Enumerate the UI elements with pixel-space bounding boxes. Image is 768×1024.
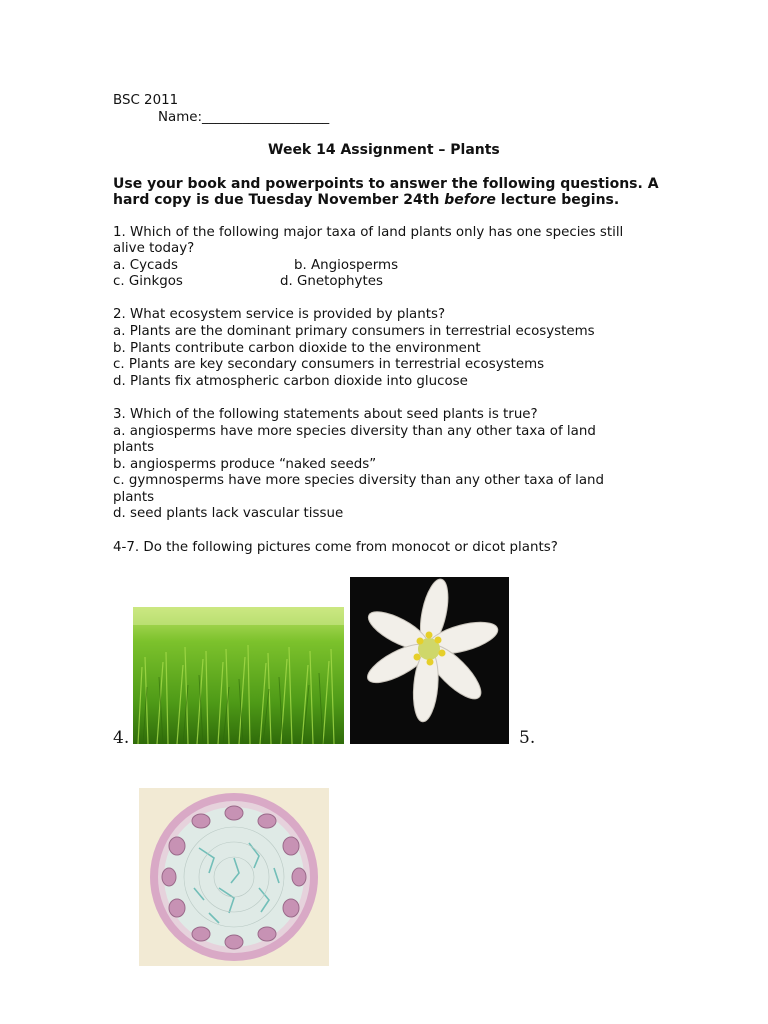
instructions-line-2 — [113, 192, 619, 208]
q3-option-a-line-2: plants — [113, 440, 155, 455]
q3-option-a-line-1: a. angiosperms have more species diversity than any other taxa of land — [113, 424, 596, 439]
q3-stem: 3. Which of the following statements about seed plants is true? — [113, 407, 538, 422]
q1-option-a: a. Cycads — [113, 258, 179, 273]
question-number-5: 5. — [519, 728, 536, 748]
q2-option-b: b. Plants contribute carbon dioxide to the environment — [113, 341, 481, 356]
q1-option-d: d. Gnetophytes — [280, 274, 383, 289]
instructions-line-1: Use your book and powerpoints to answer the following questions. A — [113, 176, 659, 192]
q2-option-d: d. Plants fix atmospheric carbon dioxide into glucose — [113, 374, 468, 389]
grass-image — [133, 607, 344, 744]
q2-option-c: c. Plants are key secondary consumers in terrestrial ecosystems — [113, 357, 545, 372]
assignment-title: Week 14 Assignment – Plants — [268, 142, 500, 158]
instructions-emphasis: before — [444, 192, 496, 208]
q3-option-c-line-2: plants — [113, 490, 155, 505]
q1-stem-line-2: alive today? — [113, 241, 195, 256]
q1-option-b: b. Angiosperms — [294, 258, 399, 273]
instructions-text-b: lecture begins. — [495, 192, 620, 208]
q3-option-b: b. angiosperms produce “naked seeds” — [113, 457, 377, 472]
q1-stem-line-1: 1. Which of the following major taxa of land plants only has one species still — [113, 225, 624, 240]
name-field-label: Name:___________________ — [158, 110, 330, 125]
course-code: BSC 2011 — [113, 93, 179, 108]
q2-stem: 2. What ecosystem service is provided by plants? — [113, 307, 446, 322]
q3-option-d: d. seed plants lack vascular tissue — [113, 506, 344, 521]
q1-option-c: c. Ginkgos — [113, 274, 183, 289]
question-number-4: 4. — [113, 728, 130, 748]
flower-image — [350, 577, 509, 744]
q3-option-c-line-1: c. gymnosperms have more species diversity than any other taxa of land — [113, 473, 605, 488]
instructions-text-a: hard copy is due Tuesday November 24th — [113, 192, 445, 208]
cross-section-image — [139, 788, 329, 966]
q47-stem: 4-7. Do the following pictures come from monocot or dicot plants? — [113, 540, 558, 555]
q2-option-a: a. Plants are the dominant primary consumers in terrestrial ecosystems — [113, 324, 595, 339]
